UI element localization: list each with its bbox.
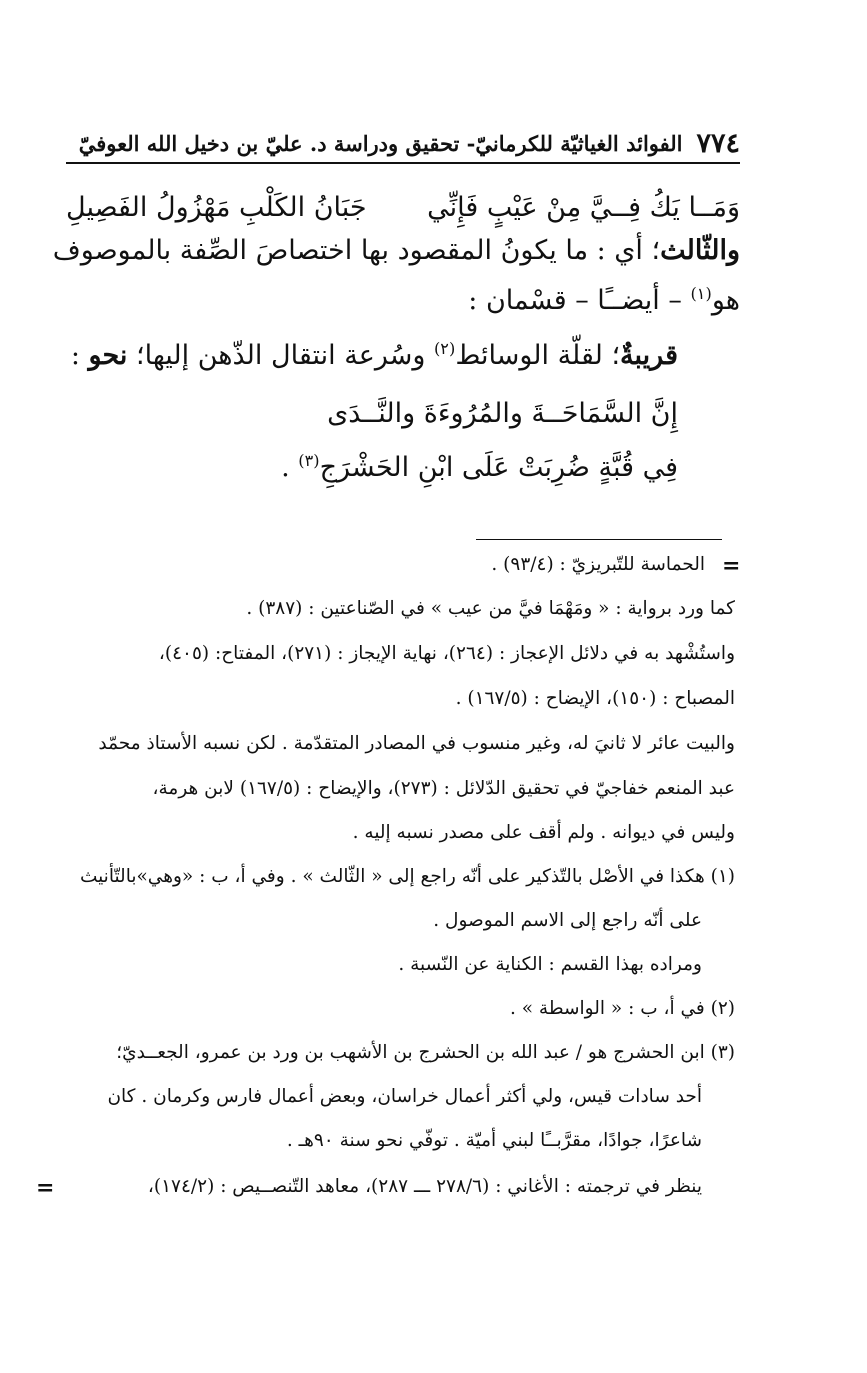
- term-third: والثّالث: [660, 235, 740, 266]
- footnote-rule: [476, 539, 722, 540]
- footnote-ref-1: (١): [690, 284, 712, 303]
- body-line-1-text: ؛ أي : ما يكونُ المقصود بها اختصاصَ الصِّفة بالموصوف: [52, 235, 661, 266]
- footnote-1-line-2: على أنّه راجع إلى الاسم الموصول .: [433, 910, 702, 931]
- body-line-3-text-a: ؛ لقلّة الوسائط: [455, 340, 621, 371]
- continuation-mark-bottom: =: [36, 1175, 55, 1201]
- running-header: [66, 124, 740, 162]
- footnote-line-2: كما ورد برواية : « ومَهْمَا فيَّ من عيب » في الصّناعتين : (٣٨٧) .: [246, 598, 735, 619]
- body-line-3: [71, 340, 678, 371]
- footnote-3-line-2: أحد سادات قيس، ولي أكثر أعمال خراسان، وبعض أعمال فارس وكرمان . كان: [107, 1086, 702, 1107]
- term-near: قريبةٌ: [620, 340, 678, 371]
- footnote-line-7: وليس في ديوانه . ولم أقف على مصدر نسبه إليه .: [352, 822, 735, 843]
- verse-1-hemistich-right: وَمَــا يَكُ فِــيَّ مِنْ عَيْبٍ فَإِنِّي: [427, 191, 740, 223]
- body-line-1: [52, 235, 740, 266]
- verse-2-line-2-tail: .: [281, 452, 299, 483]
- header-rule: [66, 162, 740, 164]
- footnote-3-line-3: شاعرًا، جوادًا، مقرَّبــًا لبني أميّة . توفّي نحو سنة ٩٠هـ .: [286, 1130, 702, 1151]
- footnote-2: (٢) في أ، ب : « الواسطة » .: [509, 998, 735, 1019]
- continuation-mark-top: =: [722, 553, 741, 579]
- page-number: ٧٧٤: [696, 127, 740, 159]
- footnote-line-6: عبد المنعم خفاجيّ في تحقيق الدّلائل : (٢٧٣)، والإيضاح : (١٦٧/٥) لابن هرمة،: [152, 778, 735, 799]
- term-example: نحو: [88, 340, 128, 371]
- footnote-line-5: والبيت عائر لا ثانيَ له، وغير منسوب في المصادر المتقدّمة . لكن نسبه الأستاذ محمّد: [98, 733, 735, 754]
- verse-2-line-2-text: فِي قُبَّةٍ ضُرِبَتْ عَلَى ابْنِ الحَشْرَجِ: [319, 452, 678, 483]
- footnote-3-line-1: (٣) ابن الحشرج هو / عبد الله بن الحشرج بن الأشهب بن ورد بن عمرو، الجعــديّ؛: [116, 1042, 735, 1063]
- running-title: الفوائد الغياثيّة للكرمانيّ- تحقيق ودراسة د. عليّ بن دخيل الله العوفيّ: [78, 130, 683, 156]
- body-line-3-text-c: :: [70, 340, 89, 371]
- footnote-1-line-3: ومراده بهذا القسم : الكناية عن النّسبة .: [398, 954, 702, 975]
- verse-1-hemistich-left: جَبَانُ الكَلْبِ مَهْزُولُ الفَصِيلِ: [66, 191, 367, 223]
- body-line-3-text-b: وسُرعة انتقال الذّهن إليها؛: [127, 340, 434, 371]
- body-line-2-text-b: – أيضــًا – قسْمان :: [468, 285, 691, 316]
- footnote-3-line-4: ينظر في ترجمته : الأغاني : (٢٧٨/٦ ـــ ٢٨٧)، معاهد التّنصــيص : (١٧٤/٢)،: [147, 1176, 702, 1197]
- verse-1: [66, 182, 740, 232]
- body-line-2-text-a: هو: [711, 285, 740, 316]
- footnote-line-1: الحماسة للتّبريزيّ : (٩٣/٤) .: [491, 554, 705, 575]
- verse-2-line-1: إِنَّ السَّمَاحَــةَ والمُرُوءَةَ والنَّــدَى: [327, 398, 678, 429]
- footnote-line-3: واستُشْهد به في دلائل الإعجاز : (٢٦٤)، نهاية الإيجاز : (٢٧١)، المفتاح: (٤٠٥)،: [158, 643, 735, 664]
- footnote-line-4: المصباح : (١٥٠)، الإيضاح : (١٦٧/٥) .: [455, 688, 735, 709]
- body-line-2: [468, 285, 740, 316]
- footnote-1-line-1: (١) هكذا في الأصْل بالتّذكير على أنّه راجع إلى « الثّالث » . وفي أ، ب : «وهي»بالتّأنيث: [79, 866, 735, 887]
- footnote-ref-3: (٣): [298, 451, 320, 470]
- verse-2-line-2: [281, 452, 678, 483]
- footnote-ref-2: (٢): [433, 339, 456, 358]
